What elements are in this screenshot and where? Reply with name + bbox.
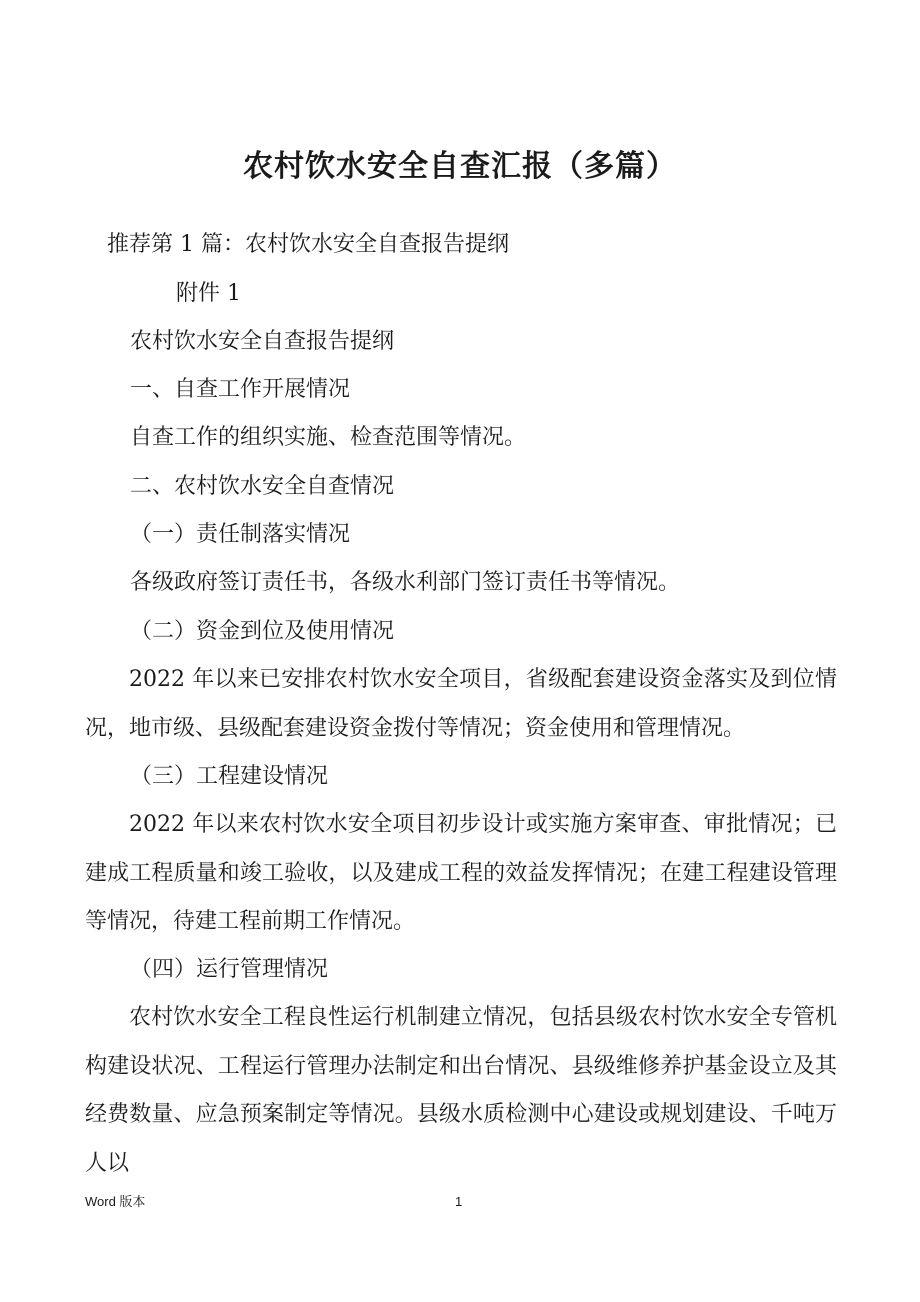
attachment-label: 附件 1 [176,281,241,306]
subsection-2-text: 2022 年以来已安排农村饮水安全项目，省级配套建设资金落实及到位情况，地市级、县级配套建设资金拨付等情况；资金使用和管理情况。 [85,667,837,741]
subsection-4-heading: （四）运行管理情况 [130,957,329,982]
subsection-4-text: 农村饮水安全工程良性运行机制建立情况，包括县级农村饮水安全专管机构建设状况、工程运行管理办法制定和出台情况、县级维修养护基金设立及其经费数量、应急预案制定等情况。县级水质检测中心建设或规划建设、千吨万人以 [85,1005,837,1176]
section-2-heading: 二、农村饮水安全自查情况 [130,474,395,499]
section-1-text: 自查工作的组织实施、检查范围等情况。 [130,425,527,450]
footer-version-label: Word 版本 [85,1194,146,1209]
subsection-2-heading: （二）资金到位及使用情况 [130,619,395,644]
outline-title: 农村饮水安全自查报告提纲 [130,329,395,354]
subsection-3-text: 2022 年以来农村饮水安全项目初步设计或实施方案审查、审批情况；已建成工程质量和竣工验收，以及建成工程的效益发挥情况；在建工程建设管理等情况，待建工程前期工作情况。 [85,812,837,934]
document-title: 农村饮水安全自查汇报（多篇） [243,149,677,184]
subsection-1-heading: （一）责任制落实情况 [130,522,351,547]
subsection-1-text: 各级政府签订责任书，各级水利部门签订责任书等情况。 [130,570,681,595]
recommend-heading: 推荐第 1 篇：农村饮水安全自查报告提纲 [107,232,509,257]
footer-page-number: 1 [455,1194,463,1209]
section-1-heading: 一、自查工作开展情况 [130,377,351,402]
subsection-3-heading: （三）工程建设情况 [130,764,329,789]
